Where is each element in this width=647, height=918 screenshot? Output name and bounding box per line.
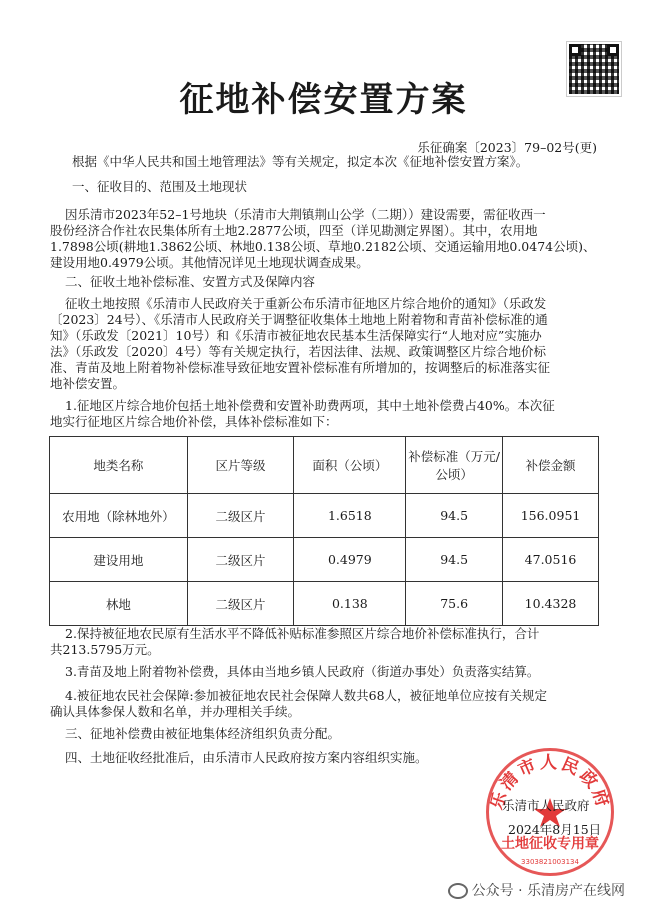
- watermark: [448, 880, 625, 900]
- seal-bottom-text: 土地征收专用章: [501, 836, 599, 852]
- section1-line-4: 建设用地0.4979公顷。其他情况详见土地现状调查成果。: [50, 255, 369, 270]
- table-cell: 1.6518: [294, 494, 406, 538]
- table-cell: 林地: [50, 582, 188, 626]
- section2-line-6: 地补偿安置。: [50, 376, 126, 391]
- table-header-cell: 地类名称: [50, 437, 188, 494]
- section2-line-2: 〔2023〕24号）、《乐清市人民政府关于调整征收集体土地地上附着物和青苗补偿标准的通: [50, 312, 548, 327]
- table-cell: 47.0516: [503, 538, 599, 582]
- table-cell: 94.5: [406, 538, 503, 582]
- intro-paragraph: 根据《中华人民共和国土地管理法》等有关规定，拟定本次《征地补偿安置方案》。: [72, 154, 529, 169]
- table-cell: 75.6: [406, 582, 503, 626]
- item1-line-1: 1.征地区片综合地价包括土地补偿费和安置补助费两项，其中土地补偿费占40%。本次征: [65, 398, 555, 413]
- item3-paragraph: 3.青苗及地上附着物补偿费，具体由当地乡镇人民政府（街道办事处）负责落实结算。: [65, 664, 540, 679]
- section1-line-3: 1.7898公顷(耕地1.3862公顷、林地0.138公顷、草地0.2182公顷、交通运输用地0.0474公顷)、: [50, 239, 596, 254]
- section2-line-5: 准、青苗及地上附着物补偿标准导致征地安置补偿标准有所增加的，按调整后的标准落实征: [50, 360, 551, 375]
- table-cell: 二级区片: [187, 582, 294, 626]
- table-cell: 0.4979: [294, 538, 406, 582]
- table-header-cell: 面积（公顷）: [294, 437, 406, 494]
- section1-line-1: 因乐清市2023年52–1号地块（乐清市大荆镇荆山公学（二期））建设需要，需征收西一: [65, 207, 546, 222]
- section3-paragraph: 三、征地补偿费由被征地集体经济组织负责分配。: [65, 726, 341, 741]
- table-row: [50, 494, 599, 538]
- item2-line-1: 2.保持被征地农民原有生活水平不降低补贴标准参照区片综合地价补偿标准执行，合计: [65, 626, 540, 641]
- table-cell: 94.5: [406, 494, 503, 538]
- section2-heading: 二、征收土地补偿标准、安置方式及保障内容: [65, 274, 316, 289]
- table-cell: 建设用地: [50, 538, 188, 582]
- table-header-cell: 补偿标准（万元/公顷）: [406, 437, 503, 494]
- item2-line-2: 共213.5795万元。: [50, 642, 160, 657]
- table-cell: 农用地（除林地外）: [50, 494, 188, 538]
- section1-heading: 一、征收目的、范围及土地现状: [72, 179, 248, 194]
- table-header-cell: 补偿金额: [503, 437, 599, 494]
- table-cell: 156.0951: [503, 494, 599, 538]
- section4-paragraph: 四、土地征收经批准后，由乐清市人民政府按方案内容组织实施。: [65, 750, 428, 765]
- table-cell: 0.138: [294, 582, 406, 626]
- table-header-row: [50, 437, 599, 494]
- document-number: 乐征确案〔2023〕79–02号(更): [417, 140, 597, 155]
- document-title: 征地补偿安置方案: [179, 80, 468, 120]
- table-row: [50, 538, 599, 582]
- section2-line-1: 征收土地按照《乐清市人民政府关于重新公布乐清市征地区片综合地价的通知》（乐政发: [65, 296, 547, 311]
- seal-top-text: 乐清市人民政府: [487, 753, 613, 813]
- table-cell: 二级区片: [187, 494, 294, 538]
- item1-line-2: 地实行征地区片综合地价补偿，具体补偿标准如下：: [50, 414, 338, 429]
- compensation-table: [49, 436, 599, 626]
- signature-org: 乐清市人民政府: [502, 798, 590, 813]
- item4-line-1: 4.被征地农民社会保障:参加被征地农民社会保障人数共68人，被征地单位应按有关规定: [65, 688, 548, 703]
- wechat-icon: [448, 883, 468, 899]
- table-header-cell: 区片等级: [187, 437, 294, 494]
- table-cell: 二级区片: [187, 538, 294, 582]
- seal-code: 3303821003134: [521, 858, 579, 866]
- signature-date: 2024年8月15日: [508, 822, 602, 837]
- section1-line-2: 股份经济合作社农民集体所有土地2.2877公顷，四至（详见勘测定界图）。其中，农用地: [50, 223, 538, 238]
- watermark-text: 公众号 · 乐清房产在线网: [471, 883, 625, 899]
- table-cell: 10.4328: [503, 582, 599, 626]
- table-row: [50, 582, 599, 626]
- section2-line-4: 法》（乐政发〔2020〕4号）等有关规定执行，若因法律、法规、政策调整区片综合地价标: [50, 344, 547, 359]
- section2-line-3: 知》（乐政发〔2021〕10号）和《乐清市被征地农民基本生活保障实行“人地对应”实施办: [50, 328, 542, 343]
- item4-line-2: 确认具体参保人数和名单，并办理相关手续。: [50, 704, 301, 719]
